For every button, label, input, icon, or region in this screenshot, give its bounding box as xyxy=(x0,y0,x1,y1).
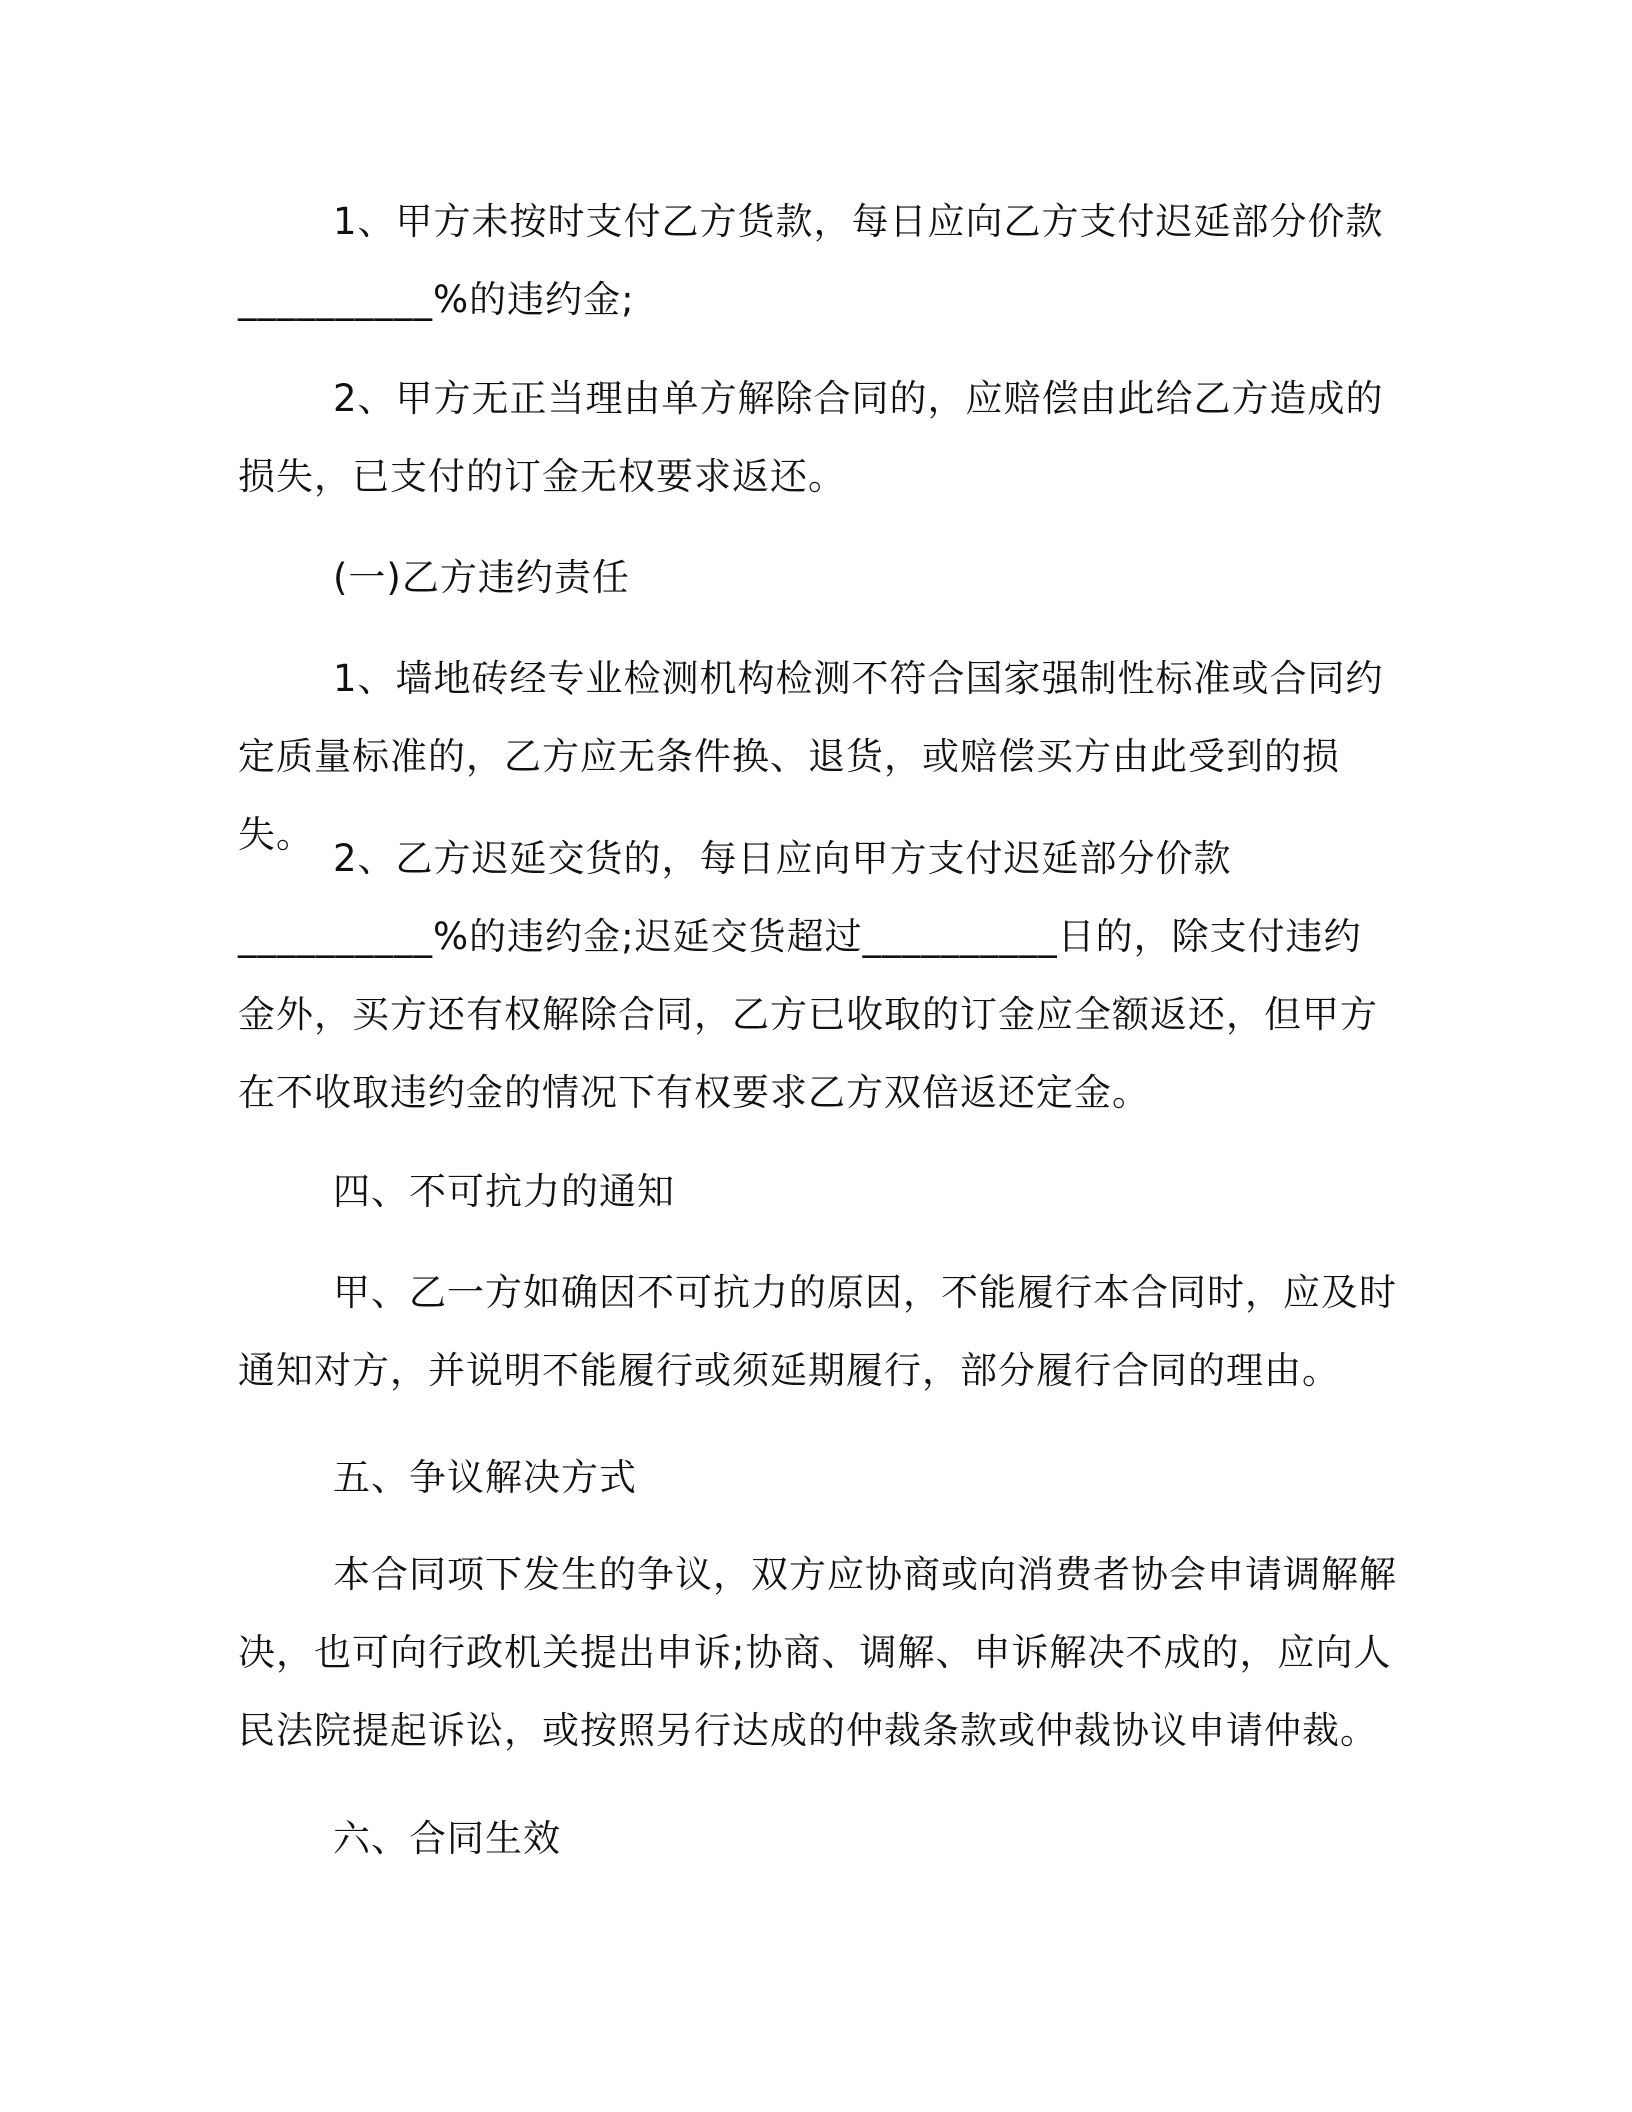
clause-party-b-late-delivery: 2、乙方迟延交货的，每日应向甲方支付迟延部分价款 __________%的违约金;迟延交货超过__________日的，除支付违约金外，买方还有权解除合同，乙方已收取的订金应全额返还，但甲方在不收取违约金的情况下有权要求乙方双倍返还定金。 xyxy=(238,837,1378,1114)
clause-party-a-late-payment: 1、甲方未按时支付乙方货款，每日应向乙方支付迟延部分价款__________%的违约金; xyxy=(238,200,1384,321)
heading-party-b-liability: (一)乙方违约责任 xyxy=(333,556,630,599)
clause-party-b-quality: 1、墙地砖经专业检测机构检测不符合国家强制性标准或合同约定质量标准的，乙方应无条件换、退货，或赔偿买方由此受到的损失。 xyxy=(238,657,1384,856)
heading-force-majeure: 四、不可抗力的通知 xyxy=(333,1170,675,1213)
clause-dispute-resolution: 本合同项下发生的争议，双方应协商或向消费者协会申请调解解决，也可向行政机关提出申诉;协商、调解、申诉解决不成的，应向人民法院提起诉讼，或按照另行达成的仲裁条款或仲裁协议申请仲裁。 xyxy=(238,1553,1397,1752)
heading-dispute-resolution: 五、争议解决方式 xyxy=(333,1456,637,1499)
heading-contract-effect: 六、合同生效 xyxy=(333,1817,561,1860)
clause-party-a-termination: 2、甲方无正当理由单方解除合同的，应赔偿由此给乙方造成的损失，已支付的订金无权要求返还。 xyxy=(238,377,1384,498)
clause-force-majeure: 甲、乙一方如确因不可抗力的原因，不能履行本合同时，应及时通知对方，并说明不能履行或须延期履行，部分履行合同的理由。 xyxy=(238,1271,1397,1392)
